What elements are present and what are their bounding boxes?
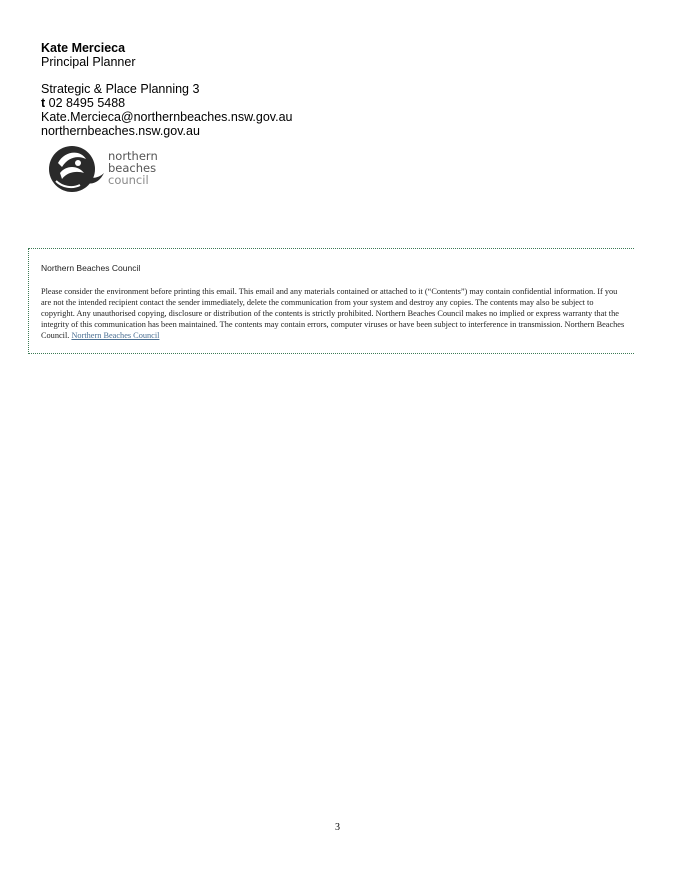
signature-phone[interactable]: 02 8495 5488 bbox=[48, 96, 126, 110]
page-number: 3 bbox=[335, 822, 340, 833]
logo-line-1: northern bbox=[108, 149, 158, 163]
disclaimer-link[interactable]: Northern Beaches Council bbox=[71, 331, 160, 340]
logo-wordmark bbox=[108, 150, 158, 186]
council-emblem-icon bbox=[48, 143, 106, 195]
logo-line-3: council bbox=[108, 173, 149, 187]
signature-department: Strategic & Place Planning 3 bbox=[41, 82, 200, 96]
signature-email[interactable]: Kate.Mercieca@northernbeaches.nsw.gov.au bbox=[41, 110, 293, 124]
disclaimer-heading: Northern Beaches Council bbox=[41, 263, 141, 273]
logo-line-2: beaches bbox=[108, 161, 157, 175]
email-signature bbox=[41, 41, 293, 138]
disclaimer-text: Please consider the environment before printing this email. This email and any materials contained or attached to it (“Contents”) may contain confidential information. If you are not the intended recipient contact the sender immediately, delete the communication from your system and destroy any copies. The contents may also be subject to copyright. Any unauthorised copying, disclosure or distribution of the contents is strictly prohibited. Northern Beaches Council makes no implied or express warranty that the integrity of this communication has been maintained. The contents may contain errors, computer viruses or have been subject to interference in transmission. Northern Beaches Council. bbox=[41, 287, 625, 340]
council-logo bbox=[48, 143, 168, 195]
phone-prefix: t bbox=[41, 96, 46, 110]
signature-name: Kate Mercieca bbox=[41, 41, 126, 55]
signature-title: Principal Planner bbox=[41, 55, 136, 69]
signature-phone-row bbox=[41, 96, 293, 110]
email-disclaimer bbox=[28, 248, 634, 354]
disclaimer-body bbox=[41, 286, 629, 341]
signature-website[interactable]: northernbeaches.nsw.gov.au bbox=[41, 124, 200, 138]
